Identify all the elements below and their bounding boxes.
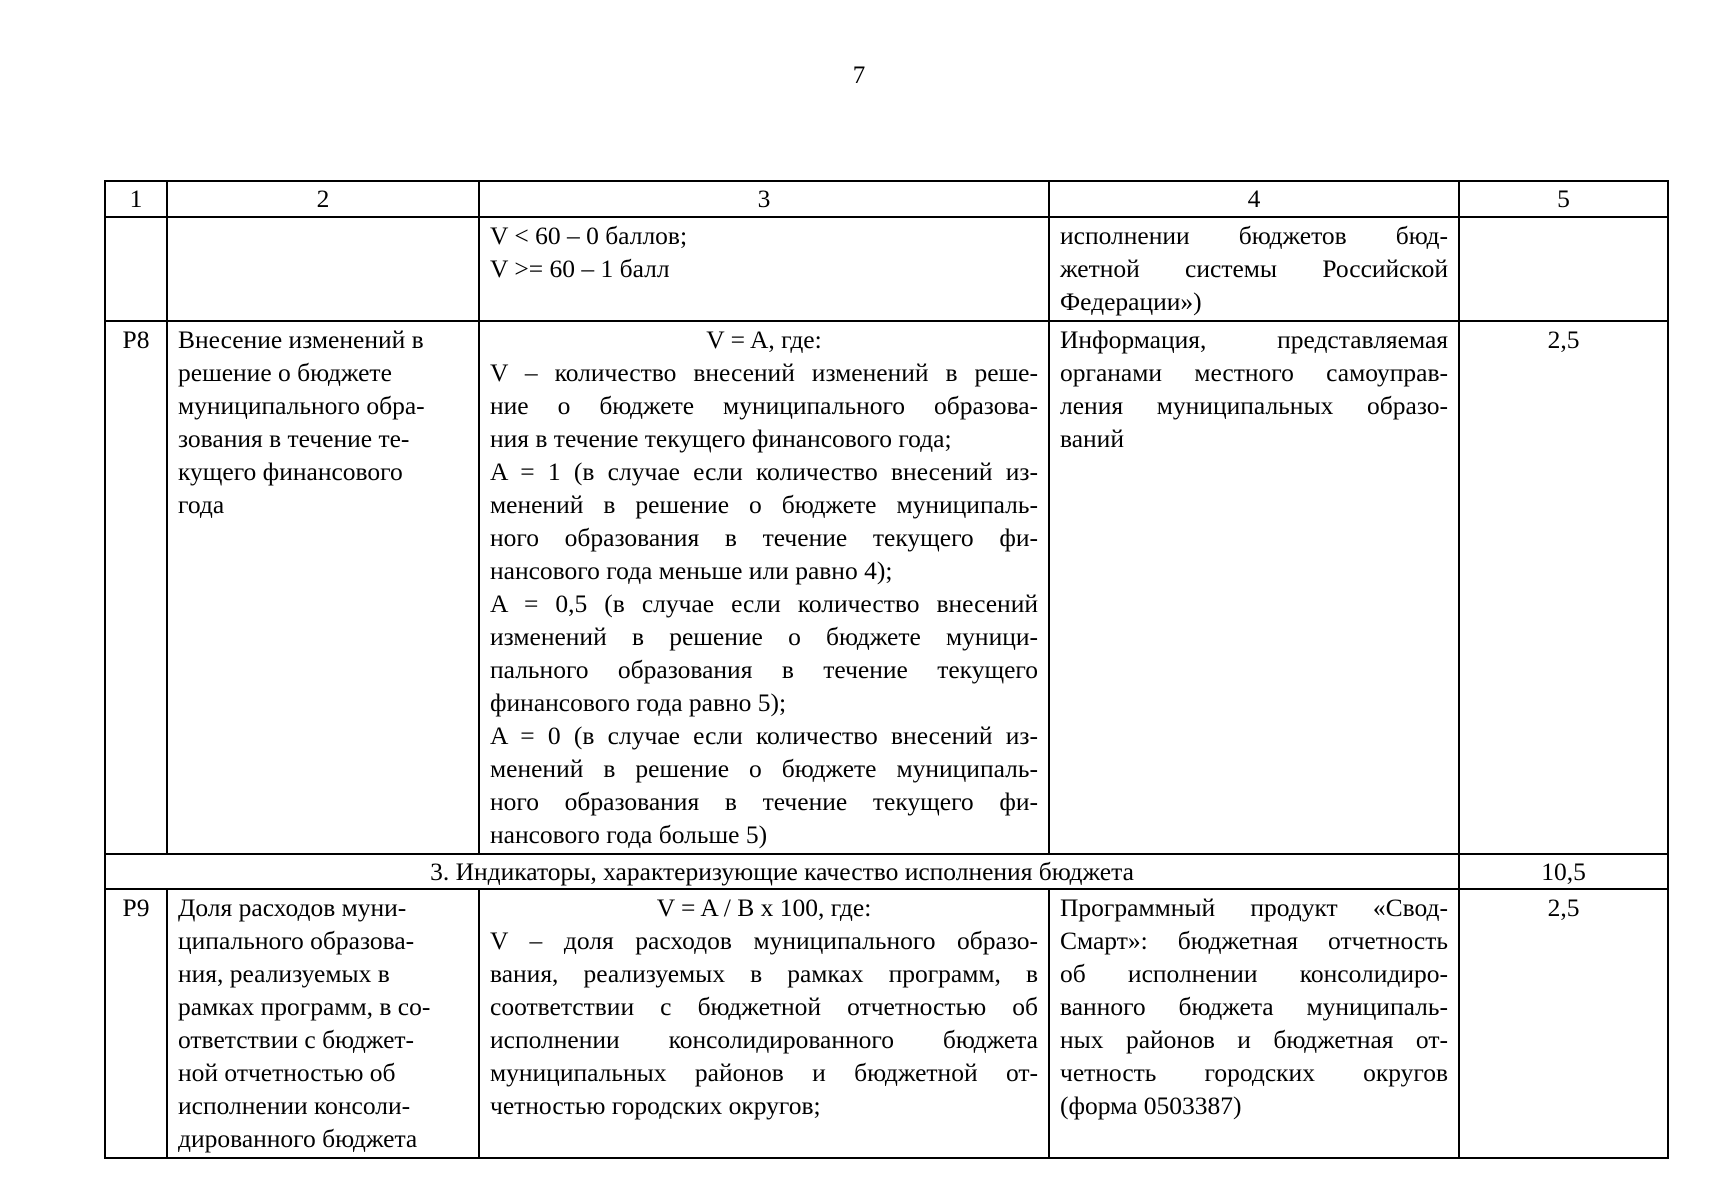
- formula-line: финансового года равно 5);: [490, 688, 787, 717]
- formula-line: менений в решение о бюджете муниципаль-: [490, 490, 1038, 519]
- formula-line: четностью городских округов;: [490, 1091, 821, 1120]
- source-line: четность городских округов: [1060, 1058, 1448, 1087]
- name-line: муниципального обра-: [178, 391, 425, 420]
- formula-line: вания, реализуемых в рамках программ, в: [490, 959, 1038, 988]
- formula-line: муниципальных районов и бюджетной от-: [490, 1058, 1038, 1087]
- source-line: об исполнении консолидиро-: [1060, 959, 1448, 988]
- formula-line: A = 1 (в случае если количество внесений из-: [490, 457, 1038, 486]
- name-line: кущего финансового: [178, 457, 403, 486]
- source-line: органами местного самоуправ-: [1060, 358, 1448, 387]
- source-line: Федерации»): [1060, 287, 1202, 316]
- source-line: Программный продукт «Свод-: [1060, 893, 1448, 922]
- page-number: 7: [852, 62, 866, 89]
- name-line: ответствии с бюджет-: [178, 1025, 415, 1054]
- name-cell: [167, 217, 479, 321]
- source-line: ваний: [1060, 424, 1124, 453]
- name-line: ния, реализуемых в: [178, 959, 390, 988]
- source-line: ванного бюджета муниципаль-: [1060, 992, 1448, 1021]
- source-line: ления муниципальных образо-: [1060, 391, 1448, 420]
- name-line: решение о бюджете: [178, 358, 392, 387]
- source-line: исполнении бюджетов бюд-: [1060, 221, 1448, 250]
- formula-line: A = 0 (в случае если количество внесений из-: [490, 721, 1038, 750]
- name-line: исполнении консоли-: [178, 1091, 411, 1120]
- header-cell: 5: [1459, 181, 1668, 217]
- formula-heading: V = A / B x 100, где:: [656, 893, 872, 922]
- source-cell: [1049, 217, 1459, 321]
- formula-line: A = 0,5 (в случае если количество внесений: [490, 589, 1038, 618]
- formula-line: V < 60 – 0 баллов;: [490, 221, 688, 250]
- header-cell: 2: [167, 181, 479, 217]
- indicators-table: [104, 180, 1669, 1159]
- formula-line: ние о бюджете муниципального образова-: [490, 391, 1038, 420]
- formula-line: ния в течение текущего финансового года;: [490, 424, 952, 453]
- formula-line: соответствии с бюджетной отчетностью об: [490, 992, 1038, 1021]
- header-cell: 4: [1049, 181, 1459, 217]
- name-line: рамках программ, в со-: [178, 992, 431, 1021]
- source-cell: [1049, 889, 1459, 1158]
- source-cell: [1049, 321, 1459, 854]
- formula-line: пального образования в течение текущего: [490, 655, 1038, 684]
- formula-line: менений в решение о бюджете муниципаль-: [490, 754, 1038, 783]
- source-line: ных районов и бюджетная от-: [1060, 1025, 1448, 1054]
- name-line: зования в течение те-: [178, 424, 410, 453]
- code-cell: Р9: [105, 889, 167, 1158]
- formula-line: нансового года больше 5): [490, 820, 768, 849]
- code-cell: [105, 217, 167, 321]
- formula-line: V – доля расходов муниципального образо-: [490, 926, 1038, 955]
- indicator-row-p9: [105, 889, 1668, 1158]
- formula-line: ного образования в течение текущего фи-: [490, 787, 1038, 816]
- formula-line: ного образования в течение текущего фи-: [490, 523, 1038, 552]
- formula-heading: V = A, где:: [706, 325, 822, 354]
- formula-line: нансового года меньше или равно 4);: [490, 556, 893, 585]
- header-cell: 3: [479, 181, 1049, 217]
- formula-cell: [479, 217, 1049, 321]
- formula-line: V >= 60 – 1 балл: [490, 254, 670, 283]
- section-row: [105, 854, 1668, 889]
- name-line: ципального образова-: [178, 926, 415, 955]
- formula-line: V – количество внесений изменений в реше-: [490, 358, 1038, 387]
- name-cell: [167, 321, 479, 854]
- source-line: Смарт»: бюджетная отчетность: [1060, 926, 1448, 955]
- header-cell: 1: [105, 181, 167, 217]
- weight-cell: [1459, 217, 1668, 321]
- indicator-row-p8: [105, 321, 1668, 854]
- source-line: жетной системы Российской: [1060, 254, 1448, 283]
- name-line: Внесение изменений в: [178, 325, 424, 354]
- weight-cell: 2,5: [1459, 889, 1668, 1158]
- section-title: 3. Индикаторы, характеризующие качество исполнения бюджета: [105, 854, 1459, 889]
- source-line: (форма 0503387): [1060, 1091, 1242, 1120]
- weight-cell: 2,5: [1459, 321, 1668, 854]
- name-line: дированного бюджета: [178, 1124, 418, 1153]
- formula-cell: [479, 889, 1049, 1158]
- header-row: [105, 181, 1668, 217]
- name-line: ной отчетностью об: [178, 1058, 396, 1087]
- name-line: года: [178, 490, 225, 519]
- source-line: Информация, представляемая: [1060, 325, 1448, 354]
- name-cell: [167, 889, 479, 1158]
- formula-line: исполнении консолидированного бюджета: [490, 1025, 1038, 1054]
- continuation-row: [105, 217, 1668, 321]
- code-cell: Р8: [105, 321, 167, 854]
- section-weight: 10,5: [1459, 854, 1668, 889]
- name-line: Доля расходов муни-: [178, 893, 407, 922]
- formula-cell: [479, 321, 1049, 854]
- formula-line: изменений в решение о бюджете муници-: [490, 622, 1038, 651]
